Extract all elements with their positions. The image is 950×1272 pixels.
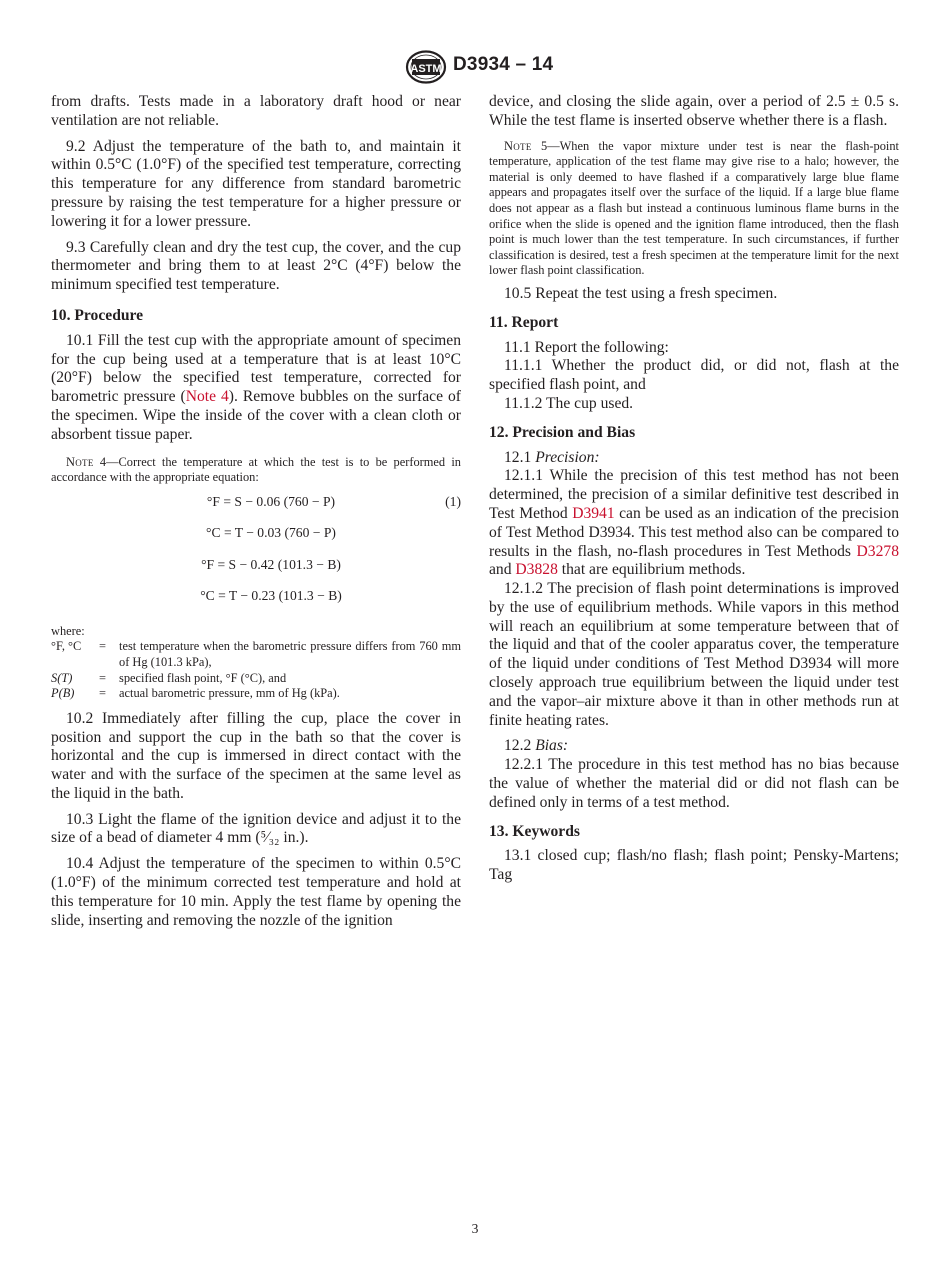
right-column xyxy=(489,93,899,892)
paragraph-12-1-number: 12.1 xyxy=(504,448,536,466)
paragraph-12-2-1: 12.2.1 The procedure in this test method has no bias because the value of whether the material did or did not flash can be defined only in terms of a test method. xyxy=(489,756,899,811)
paragraph-9-2: 9.2 Adjust the temperature of the bath to, and maintain it within 0.5°C (1.0°F) of the specified test temperature, correcting this temperature for any difference from standard barometric pressure by raising the test temperature for a higher pressure or lowering it for a lower pressure. xyxy=(51,137,461,230)
paragraph-12-1-1-text-a: 12.1.1 While the precision of this test method has not been determined, the precision of a similar definitive test described in Test Method xyxy=(489,467,899,522)
paragraph-10-3: 10.3 Light the flame of the ignition device and adjust it to the size of a bead of diameter 4 mm (⁵⁄₃₂ in.). xyxy=(51,810,461,847)
equations xyxy=(51,494,461,620)
page-header xyxy=(0,50,950,86)
d3941-link[interactable]: D3941 xyxy=(572,504,615,522)
paragraph-10-4: 10.4 Adjust the temperature of the specimen to within 0.5°C (1.0°F) of the minimum corrected test temperature and hold at this temperature for 10 min. Apply the test flame by opening the slide, inserting and removing the nozzle of the ignition xyxy=(51,855,461,929)
paragraph-11-1-2: 11.1.2 The cup used. xyxy=(504,394,634,412)
definition-row xyxy=(51,639,461,670)
note-4-link[interactable]: Note 4 xyxy=(185,388,229,406)
variable-definitions xyxy=(51,639,461,701)
note-4-label: Note xyxy=(66,454,94,469)
page-number: 3 xyxy=(471,1221,479,1236)
paragraph-9-3: 9.3 Carefully clean and dry the test cup, the cover, and the cup thermometer and bring them to at least 2°C (4°F) below the minimum specified test temperature. xyxy=(51,238,461,294)
paragraph-12-1-1 xyxy=(489,467,899,580)
equation-3-expr: °F = S − 0.42 (101.3 − B) xyxy=(201,556,341,572)
definition-symbol: S(T) xyxy=(51,670,73,685)
definition-symbol: P(B) xyxy=(51,686,75,701)
definition-equals: = xyxy=(99,639,106,654)
document-designation: D3934 – 14 xyxy=(453,54,554,75)
d3828-link[interactable]: D3828 xyxy=(515,561,558,579)
paragraph-12-2-title: Bias: xyxy=(535,737,569,755)
paragraph-10-4-continued: device, and closing the slide again, over a period of 2.5 ± 0.5 s. While the test flame is inserted observe whether there is a flash. xyxy=(489,93,899,129)
paragraph-12-1-title: Precision: xyxy=(535,448,600,466)
note-4 xyxy=(51,455,461,486)
left-column xyxy=(51,93,461,937)
equation-4 xyxy=(51,588,461,620)
definition-symbol: °F, °C xyxy=(51,639,82,654)
note-5-text: 5—When the vapor mixture under test is near the flash-point temperature, application of the test flame may give rise to a halo; however, the material is only deemed to have flashed if a comparatively large blue flame appears and propagates itself over the surface of the liquid. If a large blue flame does not appear as a flash but instead a continuous luminous flame burns in the orifice when the slide is opened and the ignition flame introduced, then the flash point is much lower than the test temperature. In such circumstances, if further classification is desired, test a fresh specimen at the temperature limit for the next lower flash point classification. xyxy=(489,138,899,278)
paragraph-12-1-1-text-b: can be used as an indication of the precision of Test Method D3934. This test method also can be compared to results in the flash, no-flash procedures in Test Methods xyxy=(489,504,899,560)
equation-1 xyxy=(51,494,461,526)
paragraph-12-1 xyxy=(489,449,899,468)
equation-2 xyxy=(51,525,461,557)
equation-1-expr: °F = S − 0.06 (760 − P) xyxy=(206,493,336,509)
paragraph-10-1-text-a: 10.1 Fill the test cup with the appropriate amount of specimen for the cup being used at a temperature that is at least 10°C (20°F) below the specified test temperature, corrected for barometric pressure ( xyxy=(51,331,461,406)
equation-1-number: (1) xyxy=(445,493,461,509)
d3278-link[interactable]: D3278 xyxy=(856,542,899,560)
section-heading-report: 11. Report xyxy=(489,313,559,331)
paragraph-12-1-1-text-d: that are equilibrium methods. xyxy=(557,561,746,579)
section-heading-keywords: 13. Keywords xyxy=(489,822,580,840)
definition-text: actual barometric pressure, mm of Hg (kPa). xyxy=(119,686,340,701)
paragraph-12-2-number: 12.2 xyxy=(504,737,536,755)
paragraph-10-1 xyxy=(51,332,461,445)
paragraph-10-1-text-b: ). Remove bubbles on the surface of the specimen. Wipe the inside of the cover with a clean cloth or absorbent tissue paper. xyxy=(51,388,461,443)
equation-2-expr: °C = T − 0.03 (760 − P) xyxy=(206,525,336,541)
definition-text: test temperature when the barometric pressure differs from 760 mm of Hg (101.3 kPa), xyxy=(119,639,461,669)
paragraph-12-1-1-text-c: and xyxy=(489,561,516,579)
paragraph-11-1-1: 11.1.1 Whether the product did, or did not, flash at the specified flash point, and xyxy=(489,357,899,394)
definition-row xyxy=(51,671,461,687)
section-heading-precision-bias: 12. Precision and Bias xyxy=(489,423,636,441)
paragraph-10-2: 10.2 Immediately after filling the cup, place the cover in position and support the cup in the bath so that the cover is horizontal and the cup is immersed in direct contact with the water and with the surface of the specimen at the same level as the liquid in the bath. xyxy=(51,709,461,802)
note-5-label: Note xyxy=(504,138,532,153)
paragraph-12-1-2: 12.1.2 The precision of flash point determinations is improved by the use of equilibrium methods. While vapors in this method will reach an equilibrium at some temperature between that of the liquid and that of the cooler apparatus cover, the temperature of the liquid under conditions of Test Method D3934 will more closely approach true equilibrium between the liquid under test and the vapor–air mixture above it than in other methods run at finite heating rates. xyxy=(489,580,899,729)
paragraph-drafts: from drafts. Tests made in a laboratory draft hood or near ventilation are not reliable. xyxy=(51,93,461,129)
equation-4-expr: °C = T − 0.23 (101.3 − B) xyxy=(200,588,342,604)
note-4-text: 4—Correct the temperature at which the test is to be performed in accordance with the appropriate equation: xyxy=(51,454,461,485)
equation-3 xyxy=(51,557,461,589)
definition-text: specified flash point, °F (°C), and xyxy=(119,670,287,685)
definition-equals: = xyxy=(99,686,106,701)
note-5 xyxy=(489,139,899,279)
paragraph-13-1: 13.1 closed cup; flash/no flash; flash point; Pensky-Martens; Tag xyxy=(489,847,899,884)
paragraph-10-5: 10.5 Repeat the test using a fresh specimen. xyxy=(504,284,778,302)
paragraph-12-2 xyxy=(489,737,899,756)
astm-logo-icon xyxy=(405,50,447,84)
section-heading-procedure: 10. Procedure xyxy=(51,306,144,324)
definition-equals: = xyxy=(99,670,106,685)
logo-text: ASTM xyxy=(410,63,442,75)
where-label: where: xyxy=(51,623,85,638)
definition-row xyxy=(51,686,461,702)
paragraph-11-1: 11.1 Report the following: xyxy=(504,338,669,356)
